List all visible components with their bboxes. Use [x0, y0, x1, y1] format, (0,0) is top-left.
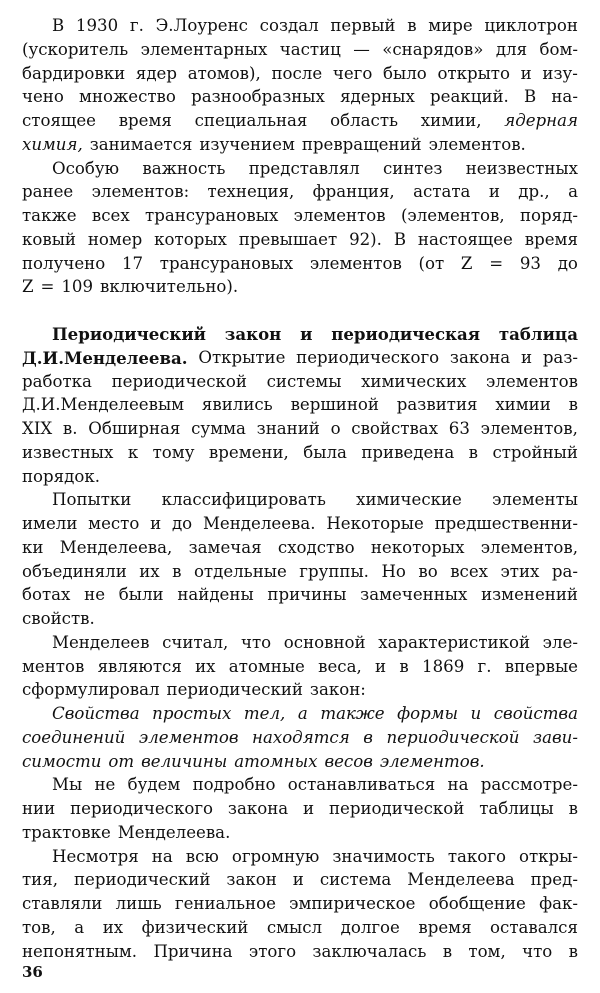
- word: мире: [428, 16, 473, 35]
- word: Менделеева.: [202, 514, 316, 533]
- word: к: [127, 442, 139, 462]
- word: были: [118, 585, 164, 605]
- text-line: [22, 655, 578, 679]
- word: всех: [450, 561, 489, 581]
- word: периодическая: [331, 324, 481, 344]
- word: Периодический: [52, 324, 206, 344]
- word: физический: [141, 917, 249, 937]
- word: элементарных: [140, 39, 268, 59]
- word: «снарядов»: [382, 39, 484, 59]
- word: атомных: [234, 751, 318, 771]
- word: оставался: [490, 917, 578, 937]
- word: Но: [381, 561, 406, 581]
- word: работка: [22, 371, 92, 391]
- word: том,: [468, 941, 506, 961]
- word: на: [447, 775, 469, 795]
- word: время: [524, 229, 578, 249]
- word: периодической: [386, 727, 520, 747]
- word: занимается: [89, 134, 193, 154]
- word: изучением: [199, 134, 295, 154]
- word: в: [442, 941, 453, 961]
- word: бардировки: [22, 63, 126, 83]
- word: В: [52, 16, 65, 35]
- word: объединяли: [22, 561, 127, 581]
- word: Д.И.Менделеева.: [22, 347, 188, 368]
- word: элементы: [492, 490, 578, 510]
- word: некоторых: [370, 537, 465, 557]
- word: тел,: [243, 704, 286, 723]
- word: химии,: [420, 111, 482, 130]
- word: элементов: [486, 371, 578, 391]
- word: элементов: [309, 253, 402, 273]
- word: и: [488, 182, 500, 202]
- word: 93: [519, 253, 541, 273]
- text-line: [22, 228, 578, 252]
- word: формы: [397, 704, 458, 723]
- word: изменений: [481, 585, 578, 605]
- word: таблицы: [479, 799, 554, 818]
- word: Мы: [52, 775, 83, 795]
- word: Э.Лоуренс: [155, 16, 248, 35]
- word: важность: [142, 158, 226, 178]
- word: останавливаться: [287, 775, 436, 795]
- word: и: [470, 704, 482, 723]
- word: эмпирическое: [289, 894, 416, 913]
- text-line: [22, 726, 578, 750]
- word: о: [330, 419, 341, 438]
- word: (ускоритель: [22, 39, 129, 59]
- word: закон:: [309, 680, 366, 700]
- word: подробно: [192, 775, 276, 795]
- word: пред-: [530, 870, 578, 890]
- word: тов,: [22, 917, 56, 937]
- text-line: [22, 678, 578, 702]
- word: после: [271, 63, 323, 83]
- word: и: [520, 347, 533, 367]
- word: периодической: [328, 799, 465, 818]
- word: свойствах: [351, 419, 439, 438]
- text-line: [22, 465, 578, 489]
- word: в: [172, 561, 182, 581]
- text-line: [22, 62, 578, 86]
- word: включительно).: [100, 277, 239, 297]
- word: превышает: [238, 229, 338, 249]
- word: периодической: [111, 371, 247, 391]
- text-line: [52, 702, 578, 726]
- word: астата: [413, 182, 471, 202]
- text-line: [22, 512, 578, 536]
- word: времени,: [208, 442, 289, 462]
- word: симости: [22, 751, 102, 771]
- text-line: [22, 750, 578, 774]
- word: элементов,: [480, 537, 578, 557]
- text-line: [22, 916, 578, 940]
- word: была: [303, 442, 347, 462]
- word: до: [171, 514, 193, 533]
- text-line: [22, 109, 578, 133]
- word: разнообразных: [191, 87, 325, 107]
- word: свойств.: [22, 609, 95, 628]
- text-line: [52, 845, 578, 869]
- word: тому: [152, 442, 195, 462]
- word: а: [74, 917, 85, 937]
- word: циклотрон: [484, 16, 578, 35]
- text-line: [52, 488, 578, 512]
- word: такого: [447, 846, 506, 866]
- word: а: [297, 704, 308, 723]
- word: 1869: [422, 656, 465, 676]
- word: фак-: [539, 894, 578, 913]
- word: номер: [87, 229, 143, 249]
- word: ядерных: [340, 87, 415, 107]
- word: реакций.: [430, 87, 509, 107]
- word: находятся: [252, 727, 350, 747]
- word: было: [383, 63, 427, 83]
- word: гениальное: [174, 894, 276, 913]
- word: Менделеева.: [117, 822, 231, 842]
- word: основной: [283, 632, 366, 652]
- word: этих: [500, 561, 540, 581]
- word: ки: [22, 537, 44, 557]
- word: множество: [79, 87, 176, 107]
- word: впервые: [504, 656, 578, 676]
- word: закона: [449, 347, 511, 367]
- word: в: [568, 941, 578, 961]
- word: этого: [248, 941, 297, 961]
- word: замечая: [188, 537, 262, 557]
- word: причины: [267, 585, 347, 605]
- word: их: [102, 917, 124, 937]
- word: первый: [330, 16, 396, 35]
- text-line: [52, 773, 578, 797]
- word: технеция,: [207, 182, 295, 202]
- word: их: [139, 561, 160, 581]
- word: нии: [22, 799, 56, 818]
- word: закона: [227, 799, 289, 818]
- word: элементов,: [480, 419, 578, 438]
- word: считал,: [162, 632, 229, 652]
- word: закон: [224, 324, 282, 344]
- text-line: [22, 393, 578, 417]
- word: создал: [259, 16, 319, 35]
- word: элементов.: [379, 751, 485, 771]
- word: В: [393, 229, 407, 249]
- word: в: [568, 395, 578, 415]
- text-line: [22, 38, 578, 62]
- word: 63: [448, 419, 470, 438]
- word: в.: [62, 419, 78, 438]
- text-line: [52, 631, 578, 655]
- word: раз-: [542, 347, 578, 367]
- word: в: [399, 656, 409, 676]
- word: Открытие: [198, 347, 286, 367]
- word: время: [418, 917, 472, 937]
- text-line: [22, 204, 578, 228]
- word: ковый: [22, 229, 76, 249]
- word: В: [523, 87, 537, 107]
- word: ранее: [22, 182, 74, 202]
- text-line: [22, 940, 578, 964]
- word: до: [557, 253, 578, 273]
- word: Менделеева,: [59, 537, 173, 557]
- word: приведена: [361, 442, 455, 462]
- word: знаний: [256, 419, 320, 438]
- word: —: [353, 39, 370, 59]
- word: чего: [332, 63, 373, 83]
- word: сумма: [191, 419, 246, 438]
- word: сходство: [277, 537, 355, 557]
- word: химия,: [22, 134, 83, 154]
- text-line: [22, 346, 578, 370]
- word: непонятным.: [22, 941, 138, 961]
- word: 17: [121, 253, 144, 273]
- word: изу-: [542, 63, 578, 83]
- word: и: [375, 656, 387, 676]
- word: эле-: [542, 632, 578, 652]
- word: Особую: [52, 158, 120, 178]
- word: открыто: [437, 63, 510, 83]
- word: системы: [266, 371, 342, 391]
- word: =: [40, 277, 55, 297]
- word: ядер: [135, 63, 177, 83]
- word: периодический: [73, 870, 211, 890]
- word: франция,: [312, 182, 395, 202]
- word: также: [22, 206, 77, 225]
- word: в: [468, 442, 479, 462]
- word: чено: [22, 87, 64, 107]
- word: порядок.: [22, 466, 100, 486]
- word: и: [292, 870, 304, 890]
- word: Менделеев: [52, 632, 150, 652]
- word: лишь: [115, 894, 162, 913]
- word: место: [88, 514, 140, 533]
- word: элементов:: [91, 182, 190, 202]
- word: в: [407, 16, 417, 35]
- text-line: [52, 14, 578, 38]
- text-line: [22, 252, 578, 276]
- word: группы.: [299, 561, 369, 581]
- word: предшественни-: [434, 514, 578, 533]
- word: г.: [477, 656, 492, 676]
- word: Попытки: [52, 490, 132, 510]
- word: их: [195, 656, 216, 676]
- word: сформулировал: [22, 680, 160, 700]
- word: Несмотря: [52, 846, 139, 866]
- word: частиц: [279, 39, 341, 59]
- word: периодического: [70, 799, 214, 818]
- word: Менделеева: [407, 870, 515, 890]
- word: стоящее: [22, 111, 96, 130]
- word: бом-: [539, 39, 578, 59]
- word: которых: [154, 229, 227, 249]
- word: и: [520, 63, 532, 83]
- word: 1930: [75, 16, 119, 35]
- text-line: [22, 275, 578, 299]
- word: Некоторые: [326, 514, 424, 533]
- word: неизвестных: [465, 158, 578, 178]
- word: ботах: [22, 585, 71, 605]
- word: химии: [495, 395, 551, 415]
- word: представлял: [248, 158, 360, 178]
- word: на: [151, 846, 173, 866]
- word: стройный: [492, 442, 578, 462]
- word: а: [568, 182, 578, 202]
- text-line: [22, 892, 578, 916]
- word: соединений: [22, 727, 126, 747]
- word: в: [568, 799, 578, 818]
- word: развития: [396, 395, 478, 415]
- text-line: [52, 157, 578, 181]
- word: закон: [226, 870, 277, 890]
- word: атомные: [228, 656, 305, 676]
- word: превращений: [301, 134, 422, 154]
- word: на-: [551, 87, 578, 107]
- word: свойства: [493, 704, 578, 723]
- word: специальная: [194, 111, 308, 130]
- word: во: [418, 561, 438, 581]
- word: синтез: [382, 158, 443, 178]
- text-line: [22, 583, 578, 607]
- word: рассмотре-: [480, 775, 578, 795]
- word: химических: [361, 371, 467, 391]
- word: классифицировать: [161, 490, 326, 510]
- word: не: [94, 775, 116, 795]
- word: известных: [22, 442, 114, 462]
- word: всех: [91, 206, 130, 225]
- word: также: [320, 704, 385, 723]
- word: ментов: [22, 656, 85, 676]
- word: настоящее: [417, 229, 513, 249]
- word: что: [240, 632, 272, 652]
- word: огромную: [231, 846, 320, 866]
- word: и: [303, 799, 315, 818]
- text-line: [22, 797, 578, 821]
- word: величины: [141, 751, 228, 771]
- word: Z: [460, 253, 473, 273]
- word: являются: [97, 656, 182, 676]
- word: 92).: [349, 229, 382, 249]
- text-line: [22, 560, 578, 584]
- word: трактовке: [22, 822, 111, 842]
- word: др.,: [518, 182, 550, 202]
- word: обобщение: [428, 894, 526, 913]
- word: значимость: [332, 846, 435, 866]
- word: откры-: [518, 846, 578, 866]
- text-line: [52, 322, 578, 346]
- text-line: [22, 868, 578, 892]
- text-line: [22, 133, 578, 157]
- word: XIX: [22, 419, 53, 438]
- word: от: [108, 751, 135, 771]
- text-line: [22, 607, 578, 631]
- word: периодический: [166, 680, 303, 700]
- word: таблица: [498, 324, 578, 344]
- text-line: [22, 821, 578, 845]
- word: зави-: [533, 727, 578, 747]
- word: имели: [22, 514, 78, 533]
- word: заключалась: [312, 941, 427, 961]
- text-line: [22, 441, 578, 465]
- word: Обширная: [88, 419, 181, 438]
- word: будем: [127, 775, 181, 795]
- word: (элементов,: [400, 206, 505, 225]
- word: (от: [418, 253, 445, 273]
- word: Д.И.Менделеевым: [22, 395, 185, 415]
- word: явились: [201, 395, 273, 415]
- word: атомов),: [187, 63, 261, 83]
- word: область: [330, 111, 399, 130]
- text-line: [22, 370, 578, 394]
- text-line: [22, 417, 578, 441]
- word: время: [118, 111, 172, 130]
- word: ставляли: [22, 894, 103, 913]
- page-number: 36: [22, 963, 43, 981]
- word: элементов.: [428, 134, 526, 154]
- word: =: [489, 253, 504, 273]
- word: всю: [185, 846, 219, 866]
- text-line: [22, 85, 578, 109]
- word: элементов: [293, 206, 386, 225]
- word: химические: [356, 490, 462, 510]
- word: Z: [22, 277, 34, 297]
- word: весов: [324, 751, 373, 771]
- word: для: [495, 39, 528, 59]
- word: простых: [152, 704, 232, 723]
- word: долгое: [340, 917, 400, 937]
- text-line: [22, 180, 578, 204]
- word: отдельные: [193, 561, 287, 581]
- word: 109: [61, 277, 94, 297]
- word: получено: [22, 253, 106, 273]
- word: веса,: [318, 656, 362, 676]
- word: что: [522, 941, 553, 961]
- word: найдены: [177, 585, 254, 605]
- word: ядерная: [504, 111, 578, 130]
- word: характеристикой: [378, 632, 531, 652]
- word: Свойства: [52, 704, 140, 723]
- word: вершиной: [290, 395, 379, 415]
- text-line: [22, 536, 578, 560]
- word: поряд-: [519, 206, 578, 225]
- word: периодического: [296, 347, 440, 367]
- word: не: [84, 585, 106, 605]
- word: ра-: [551, 561, 578, 581]
- word: замеченных: [360, 585, 468, 605]
- word: в: [363, 727, 373, 747]
- word: элементов: [138, 727, 239, 747]
- word: и: [300, 324, 313, 344]
- word: трансурановых: [159, 253, 294, 273]
- word: смысл: [266, 917, 323, 937]
- word: г.: [129, 16, 144, 35]
- word: Причина: [153, 941, 233, 961]
- word: и: [150, 514, 162, 533]
- word: тия,: [22, 870, 58, 890]
- word: трансурановых: [145, 206, 279, 225]
- word: система: [319, 870, 392, 890]
